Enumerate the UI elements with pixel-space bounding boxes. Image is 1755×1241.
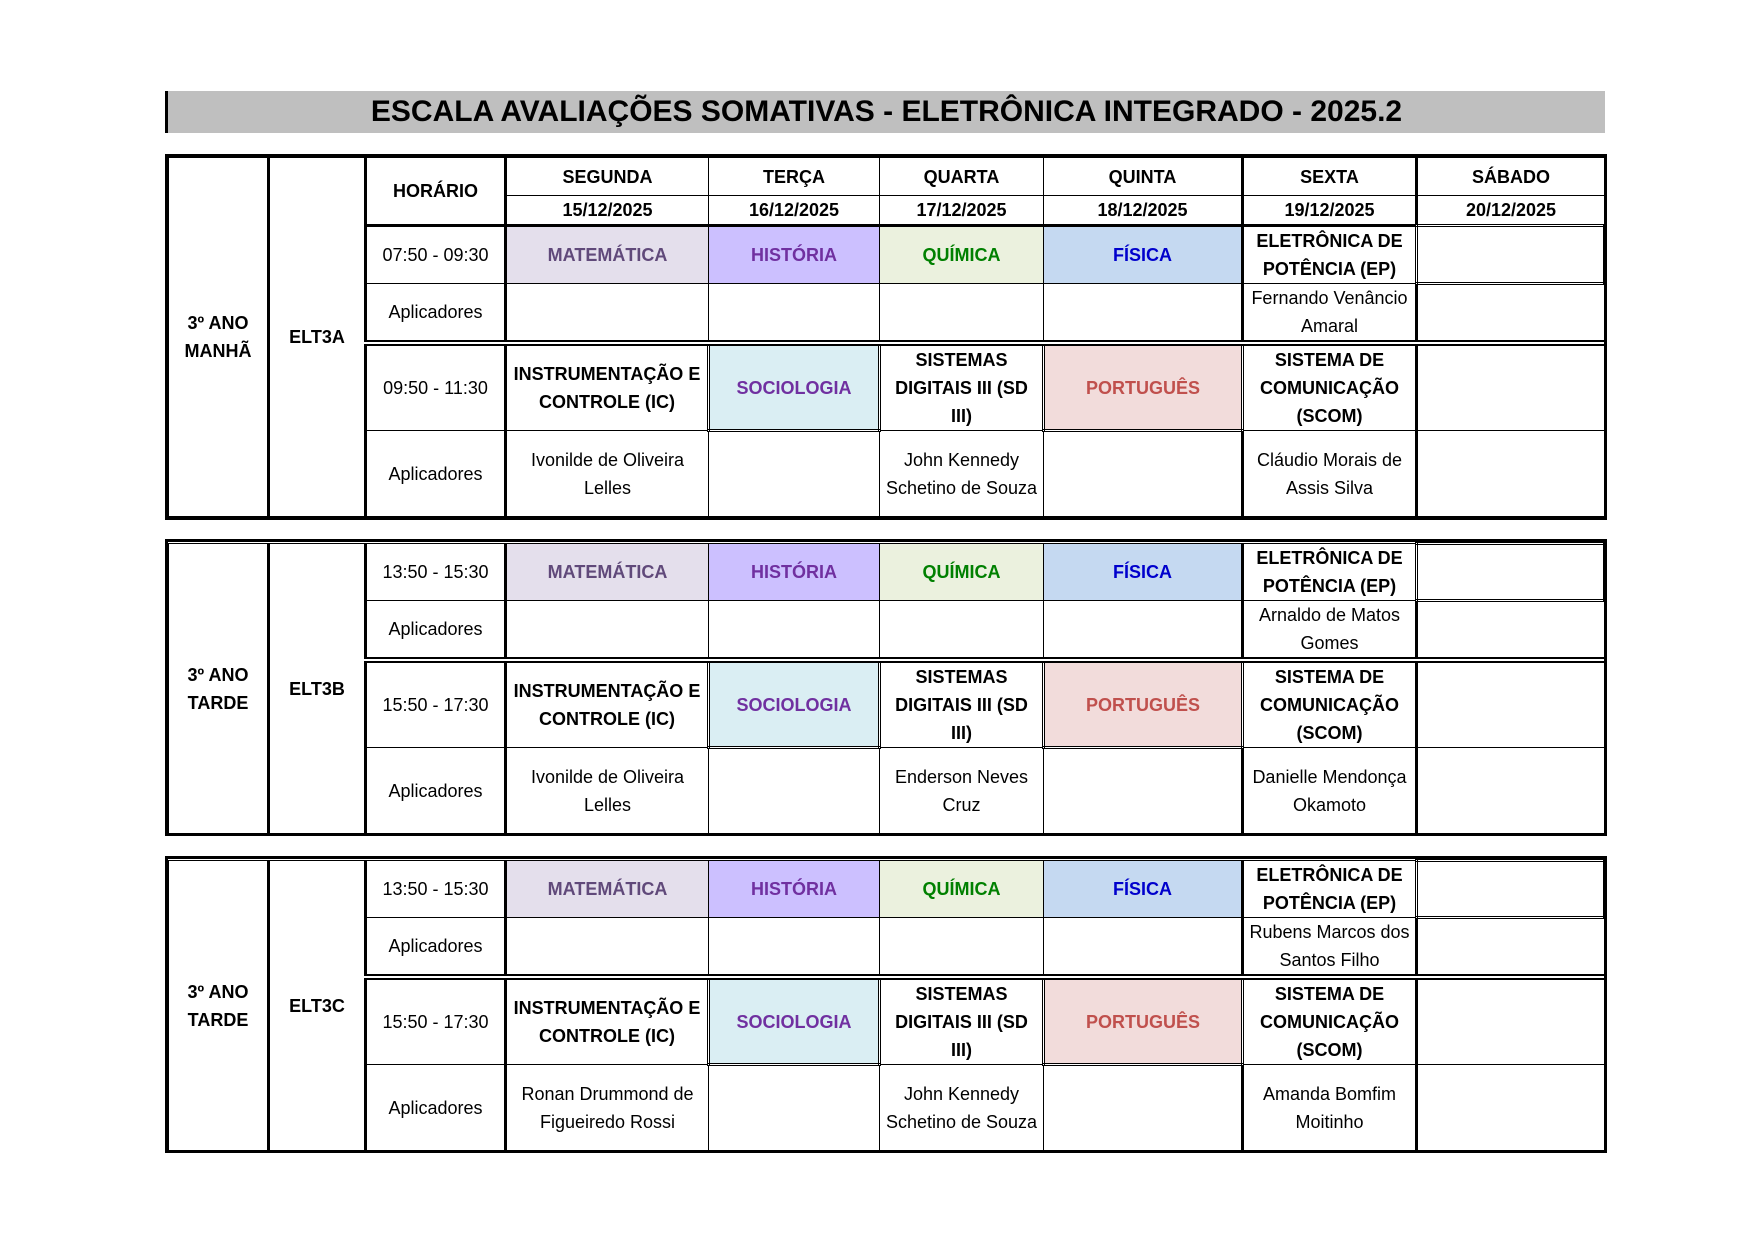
aplicadores-label: Aplicadores [366, 748, 506, 834]
subject-fisica: FÍSICA [1044, 544, 1243, 601]
time-slot-2: 15:50 - 17:30 [366, 977, 506, 1065]
aplicador-segunda-2: Ivonilde de Oliveira Lelles [506, 748, 709, 834]
day-header-quinta: QUINTA [1044, 158, 1243, 196]
subject-ep: ELETRÔNICA DE POTÊNCIA (EP) [1243, 544, 1417, 601]
subject-quimica: QUÍMICA [880, 861, 1044, 918]
horario-header: HORÁRIO [366, 158, 506, 226]
subject-fisica: FÍSICA [1044, 226, 1243, 284]
day-header-quarta: QUARTA [880, 158, 1044, 196]
time-slot-2: 09:50 - 11:30 [366, 343, 506, 431]
subject-sociologia: SOCIOLOGIA [709, 660, 880, 748]
subject-ep: ELETRÔNICA DE POTÊNCIA (EP) [1243, 861, 1417, 918]
sabado-empty-cell [1417, 226, 1605, 284]
date-quarta: 17/12/2025 [880, 196, 1044, 226]
aplicadores-label: Aplicadores [366, 284, 506, 344]
schedule-block-elt3a [165, 154, 1607, 520]
sabado-empty-cell [1417, 544, 1605, 601]
date-sabado: 20/12/2025 [1417, 196, 1605, 226]
empty-cell [709, 1065, 880, 1151]
year-label: 3º ANO TARDE [169, 861, 269, 1151]
subject-ic: INSTRUMENTAÇÃO E CONTROLE (IC) [506, 660, 709, 748]
subject-ic: INSTRUMENTAÇÃO E CONTROLE (IC) [506, 977, 709, 1065]
empty-cell [1417, 1065, 1605, 1151]
date-quinta: 18/12/2025 [1044, 196, 1243, 226]
day-header-terca: TERÇA [709, 158, 880, 196]
subject-sd: SISTEMAS DIGITAIS III (SD III) [880, 977, 1044, 1065]
empty-cell [1417, 918, 1605, 978]
class-label: ELT3A [269, 158, 366, 517]
empty-cell [1044, 431, 1243, 517]
class-label: ELT3B [269, 544, 366, 834]
aplicador-sexta-2: Danielle Mendonça Okamoto [1243, 748, 1417, 834]
aplicador-sexta-1: Arnaldo de Matos Gomes [1243, 601, 1417, 661]
subject-sociologia: SOCIOLOGIA [709, 343, 880, 431]
aplicador-quarta-2: John Kennedy Schetino de Souza [880, 1065, 1044, 1151]
subject-matematica: MATEMÁTICA [506, 861, 709, 918]
subject-portugues: PORTUGUÊS [1044, 343, 1243, 431]
subject-sd: SISTEMAS DIGITAIS III (SD III) [880, 660, 1044, 748]
empty-cell [1044, 284, 1243, 344]
day-header-sabado: SÁBADO [1417, 158, 1605, 196]
page-title: ESCALA AVALIAÇÕES SOMATIVAS - ELETRÔNICA INTEGRADO - 2025.2 [165, 91, 1605, 133]
schedule-block-elt3b [165, 539, 1607, 836]
aplicador-segunda-2: Ivonilde de Oliveira Lelles [506, 431, 709, 517]
empty-cell [1044, 601, 1243, 661]
empty-cell [1044, 1065, 1243, 1151]
empty-cell [709, 748, 880, 834]
subject-historia: HISTÓRIA [709, 544, 880, 601]
subject-scom: SISTEMA DE COMUNICAÇÃO (SCOM) [1243, 343, 1417, 431]
class-label: ELT3C [269, 861, 366, 1151]
subject-matematica: MATEMÁTICA [506, 226, 709, 284]
time-slot-2: 15:50 - 17:30 [366, 660, 506, 748]
aplicador-sexta-2: Amanda Bomfim Moitinho [1243, 1065, 1417, 1151]
empty-cell [1417, 431, 1605, 517]
empty-cell [1044, 918, 1243, 978]
empty-cell [709, 601, 880, 661]
empty-cell [880, 918, 1044, 978]
subject-portugues: PORTUGUÊS [1044, 660, 1243, 748]
aplicador-segunda-2: Ronan Drummond de Figueiredo Rossi [506, 1065, 709, 1151]
day-header-sexta: SEXTA [1243, 158, 1417, 196]
empty-cell [1417, 284, 1605, 344]
empty-cell [506, 284, 709, 344]
subject-historia: HISTÓRIA [709, 226, 880, 284]
empty-cell [1417, 977, 1605, 1065]
empty-cell [1044, 748, 1243, 834]
empty-cell [709, 284, 880, 344]
subject-sd: SISTEMAS DIGITAIS III (SD III) [880, 343, 1044, 431]
subject-quimica: QUÍMICA [880, 544, 1044, 601]
empty-cell [880, 284, 1044, 344]
empty-cell [506, 918, 709, 978]
date-terca: 16/12/2025 [709, 196, 880, 226]
subject-quimica: QUÍMICA [880, 226, 1044, 284]
empty-cell [880, 601, 1044, 661]
time-slot-1: 13:50 - 15:30 [366, 544, 506, 601]
aplicador-sexta-1: Fernando Venâncio Amaral [1243, 284, 1417, 344]
sabado-empty-cell [1417, 861, 1605, 918]
empty-cell [709, 431, 880, 517]
aplicadores-label: Aplicadores [366, 601, 506, 661]
subject-historia: HISTÓRIA [709, 861, 880, 918]
subject-scom: SISTEMA DE COMUNICAÇÃO (SCOM) [1243, 660, 1417, 748]
time-slot-1: 07:50 - 09:30 [366, 226, 506, 284]
aplicadores-label: Aplicadores [366, 431, 506, 517]
empty-cell [1417, 660, 1605, 748]
year-label: 3º ANO TARDE [169, 544, 269, 834]
aplicador-quarta-2: Enderson Neves Cruz [880, 748, 1044, 834]
subject-ep: ELETRÔNICA DE POTÊNCIA (EP) [1243, 226, 1417, 284]
empty-cell [1417, 601, 1605, 661]
empty-cell [506, 601, 709, 661]
aplicador-sexta-2: Cláudio Morais de Assis Silva [1243, 431, 1417, 517]
empty-cell [1417, 343, 1605, 431]
subject-scom: SISTEMA DE COMUNICAÇÃO (SCOM) [1243, 977, 1417, 1065]
schedule-block-elt3c [165, 856, 1607, 1153]
subject-ic: INSTRUMENTAÇÃO E CONTROLE (IC) [506, 343, 709, 431]
aplicador-quarta-2: John Kennedy Schetino de Souza [880, 431, 1044, 517]
day-header-segunda: SEGUNDA [506, 158, 709, 196]
time-slot-1: 13:50 - 15:30 [366, 861, 506, 918]
subject-matematica: MATEMÁTICA [506, 544, 709, 601]
subject-fisica: FÍSICA [1044, 861, 1243, 918]
aplicadores-label: Aplicadores [366, 1065, 506, 1151]
subject-portugues: PORTUGUÊS [1044, 977, 1243, 1065]
date-segunda: 15/12/2025 [506, 196, 709, 226]
year-label: 3º ANO MANHÃ [169, 158, 269, 517]
aplicador-sexta-1: Rubens Marcos dos Santos Filho [1243, 918, 1417, 978]
empty-cell [1417, 748, 1605, 834]
subject-sociologia: SOCIOLOGIA [709, 977, 880, 1065]
date-sexta: 19/12/2025 [1243, 196, 1417, 226]
empty-cell [709, 918, 880, 978]
aplicadores-label: Aplicadores [366, 918, 506, 978]
